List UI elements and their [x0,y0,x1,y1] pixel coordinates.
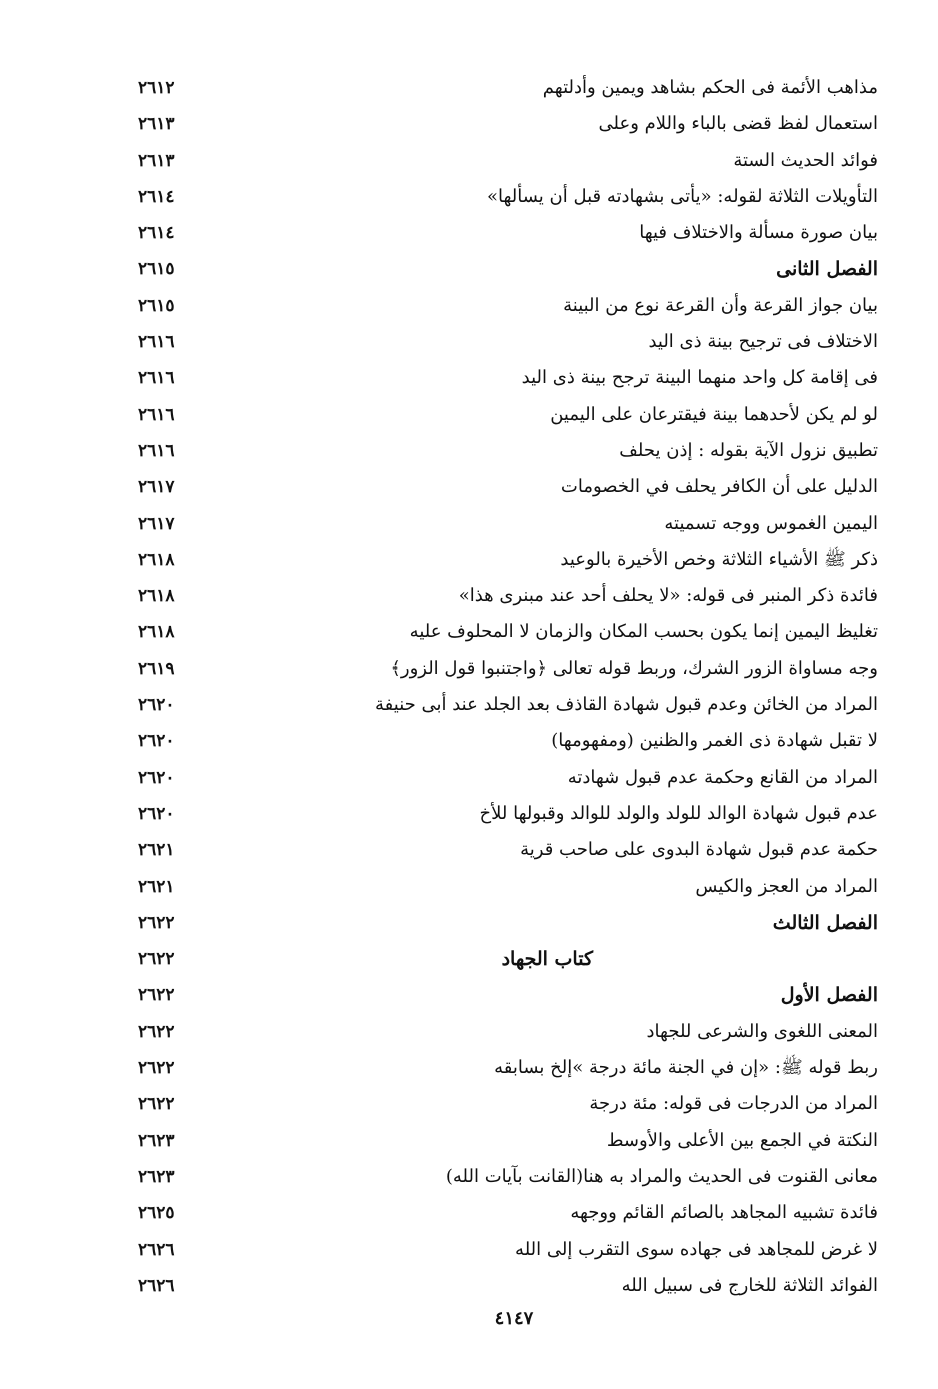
toc-entry-page-number: ٢٦٢٢ [138,985,175,1006]
table-of-contents [130,70,878,1304]
toc-entry-page-number: ٢٦١٦ [138,440,175,461]
toc-entry [130,941,878,977]
toc-entry-title: الدليل على أن الكافر يحلف في الخصومات [560,476,878,498]
toc-entry-title: لو لم يكن لأحدهما بينة فيقترعان على اليمين [550,403,878,425]
toc-entry-page-number: ٢٦١٦ [138,404,175,425]
toc-entry [130,542,878,578]
toc-entry-title: فائدة ذكر المنبر فى قوله: «لا يحلف أحد عند مبنرى هذا» [458,585,878,607]
toc-entry-title: المراد من الدرجات فى قوله: مئة درجة [589,1093,878,1115]
toc-entry [130,70,878,106]
toc-entry [130,1014,878,1050]
toc-entry-title: بيان صورة مسألة والاختلاف فيها [639,222,878,244]
toc-entry [130,397,878,433]
toc-entry-page-number: ٢٦٢٠ [138,731,175,752]
toc-entry-title: لا غرض للمجاهد فى جهاده سوى التقرب إلى الله [515,1238,878,1260]
toc-entry-title: مذاهب الأئمة فى الحكم بشاهد ويمين وأدلتهم [542,77,878,98]
toc-entry-page-number: ٢٦٢٥ [138,1203,175,1224]
toc-entry-title: بيان جواز القرعة وأن القرعة نوع من البينة [563,294,878,316]
toc-entry-page-number: ٢٦٢٠ [138,767,175,788]
toc-entry [130,106,878,142]
toc-entry-title: اليمين الغموس ووجه تسميته [664,512,878,534]
toc-entry [130,179,878,215]
toc-entry [130,469,878,505]
page-number: ٤١٤٧ [494,1308,534,1329]
toc-entry-page-number: ٢٦٢٠ [138,695,175,716]
toc-entry-page-number: ٢٦١٢ [138,78,175,98]
toc-entry-page-number: ٢٦١٤ [138,223,175,244]
toc-entry [130,143,878,179]
toc-entry [130,905,878,941]
toc-entry-page-number: ٢٦١٧ [138,477,175,498]
toc-entry-page-number: ٢٦١٤ [138,186,175,207]
toc-entry-page-number: ٢٦١٧ [138,513,175,534]
toc-entry [130,578,878,614]
toc-entry-title: فى إقامة كل واحد منهما البينة ترجح بينة ذى اليد [521,367,878,389]
toc-entry [130,832,878,868]
toc-entry [130,215,878,251]
toc-entry-title: فائدة تشبيه المجاهد بالصائم القائم ووجهه [570,1202,878,1224]
toc-entry-page-number: ٢٦٢٢ [138,949,175,970]
book-title: كتاب الجهاد [501,948,593,971]
toc-entry [130,687,878,723]
toc-entry [130,1159,878,1195]
toc-entry [130,760,878,796]
toc-entry-page-number: ٢٦٢٣ [138,1130,175,1151]
toc-entry-title: حكمة عدم قبول شهادة البدوى على صاحب قرية [520,839,878,861]
toc-entry [130,1232,878,1268]
toc-entry-title: المعنى اللغوى والشرعى للجهاد [646,1020,878,1042]
toc-entry [130,251,878,287]
toc-entry-page-number: ٢٦٢٢ [138,1094,175,1115]
toc-entry-title: فوائد الحديث الستة [733,149,878,171]
toc-entry-page-number: ٢٦١٣ [138,150,175,171]
toc-entry [130,869,878,905]
toc-entry-title: معانى القنوت فى الحديث والمراد به هنا(القانت بآيات الله) [445,1165,878,1187]
toc-entry-title: استعمال لفظ قضى بالباء واللام وعلى [598,113,878,135]
toc-entry-page-number: ٢٦١٨ [138,622,175,643]
toc-entry [130,977,878,1013]
toc-entry-page-number: ٢٦١٩ [138,658,175,679]
toc-entry-page-number: ٢٦٢٦ [138,1239,175,1260]
toc-entry-title: المراد من العجز والكيس [695,875,878,897]
toc-entry-title: عدم قبول شهادة الوالد للولد والولد للوالد وقبولها للأخ [479,802,878,824]
toc-entry-title: النكتة في الجمع بين الأعلى والأوسط [606,1129,878,1151]
toc-entry [130,1086,878,1122]
toc-entry-page-number: ٢٦٢٢ [138,912,175,933]
toc-entry [130,506,878,542]
toc-entry [130,288,878,324]
toc-entry [130,1050,878,1086]
toc-entry [130,433,878,469]
section-heading: الفصل الثانى [776,258,878,281]
toc-entry-title: ذكر ﷺ الأشياء الثلاثة وخص الأخيرة بالوعيد [560,548,878,570]
toc-entry [130,796,878,832]
toc-entry [130,651,878,687]
toc-entry-page-number: ٢٦١٥ [138,259,175,280]
toc-entry [130,614,878,650]
toc-entry-title: المراد من الخائن وعدم قبول شهادة القاذف بعد الجلد عند أبى حنيفة [375,694,878,716]
page-number-footer [0,1308,938,1329]
toc-entry-page-number: ٢٦١٦ [138,332,175,353]
toc-entry-page-number: ٢٦١٨ [138,549,175,570]
toc-entry-page-number: ٢٦١٥ [138,295,175,316]
toc-entry-page-number: ٢٦٢٢ [138,1058,175,1079]
section-heading: الفصل الثالث [772,911,878,934]
toc-entry [130,723,878,759]
toc-entry-title: ربط قوله ﷺ: «إن في الجنة مائة درجة »إلخ بسابقه [494,1057,878,1079]
toc-entry-page-number: ٢٦١٣ [138,114,175,135]
toc-entry [130,1195,878,1231]
section-heading: الفصل الأول [780,984,878,1007]
toc-entry-title: تغليظ اليمين إنما يكون بحسب المكان والزمان لا المحلوف عليه [409,621,878,643]
toc-entry-title: المراد من القانع وحكمة عدم قبول شهادته [567,766,878,788]
toc-entry-page-number: ٢٦١٨ [138,586,175,607]
toc-entry-page-number: ٢٦٢٠ [138,803,175,824]
toc-entry [130,324,878,360]
toc-entry-page-number: ٢٦٢٦ [138,1275,175,1296]
toc-entry [130,360,878,396]
toc-entry-title: تطبيق نزول الآية بقوله : إذن يحلف [619,439,878,461]
toc-entry-title: وجه مساواة الزور الشرك، وربط قوله تعالى ﴿واجتنبوا قول الزور﴾ [390,657,878,679]
toc-entry-page-number: ٢٦٢٣ [138,1166,175,1187]
toc-entry-title: الاختلاف فى ترجيح بينة ذى اليد [648,331,878,353]
toc-entry [130,1268,878,1304]
toc-entry [130,1123,878,1159]
toc-entry-page-number: ٢٦١٦ [138,368,175,389]
toc-entry-page-number: ٢٦٢١ [138,840,175,861]
toc-entry-page-number: ٢٦٢١ [138,876,175,897]
toc-entry-title: التأويلات الثلاثة لقوله: «يأتى بشهادته قبل أن يسألها» [486,185,878,207]
toc-entry-title: الفوائد الثلاثة للخارج فى سبيل الله [621,1274,878,1296]
toc-entry-title: لا تقبل شهادة ذى الغمر والظنين (ومفهومها) [551,730,878,752]
toc-entry-page-number: ٢٦٢٢ [138,1021,175,1042]
